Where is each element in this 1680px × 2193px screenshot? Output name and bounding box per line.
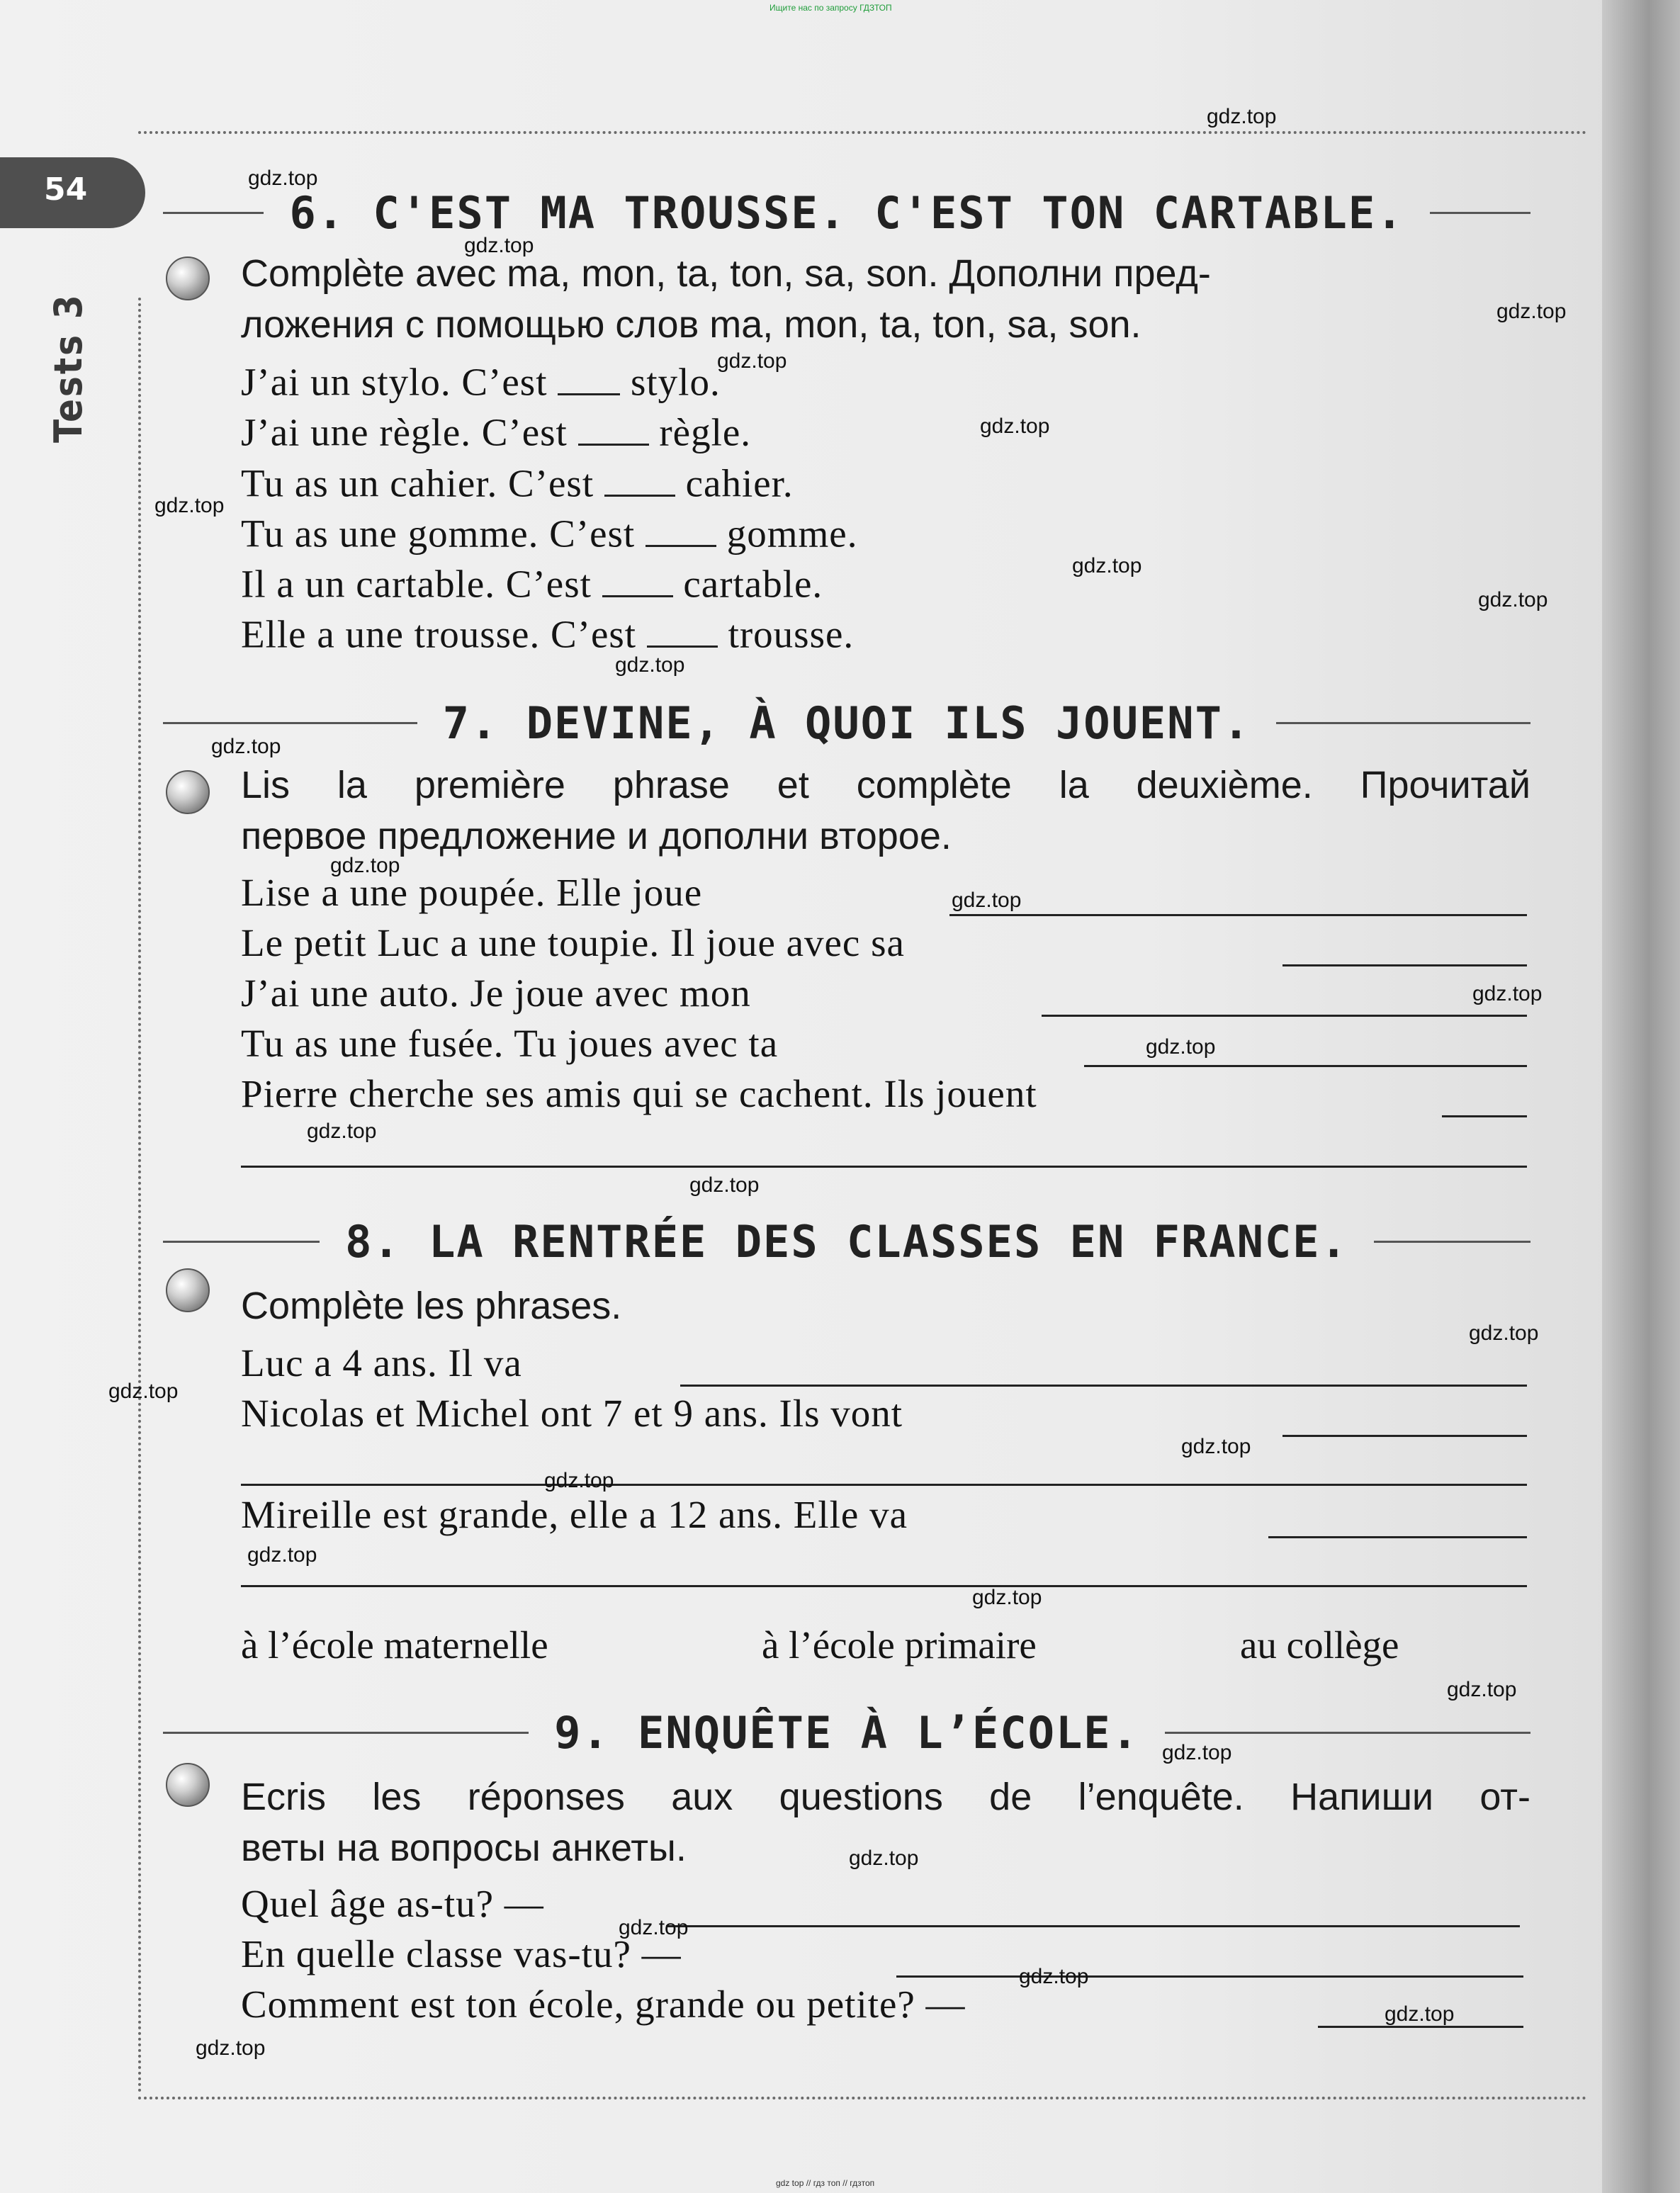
- s6-line: Il a un cartable. C’est cartable.: [241, 560, 1527, 607]
- s7-line: Pierre cherche ses amis qui se cachent. Ils jouent: [241, 1072, 1037, 1115]
- watermark: gdz.top: [1496, 300, 1567, 323]
- s9-line: Quel âge as-tu? —: [241, 1882, 544, 1925]
- watermark: gdz.top: [1385, 2002, 1455, 2026]
- watermark: gdz.top: [1072, 554, 1142, 577]
- watermark: gdz.top: [972, 1586, 1042, 1609]
- s6-line: J’ai une règle. C’est règle.: [241, 408, 1527, 455]
- s6-line: Elle a une trousse. C’est trousse.: [241, 610, 1527, 657]
- choice-primaire: à l’école primaire: [762, 1623, 1037, 1667]
- watermark: gdz.top: [196, 2036, 266, 2060]
- watermark: gdz.top: [1162, 1741, 1232, 1764]
- header-note: Ищите нас по запросу ГДЗТОП: [769, 3, 892, 13]
- watermark: gdz.top: [108, 1380, 179, 1403]
- answer-blank[interactable]: [578, 408, 649, 446]
- section-7-instruction: Lis la première phrase et complète la deuxième. Прочитай: [241, 764, 1530, 806]
- watermark: gdz.top: [980, 415, 1050, 438]
- watermark: gdz.top: [1472, 982, 1543, 1005]
- footer-note: gdz top // гдз топ // гдзтоп: [776, 2178, 875, 2188]
- watermark: gdz.top: [952, 889, 1022, 912]
- section-9-instruction-2: веты на вопросы анкеты.: [241, 1827, 687, 1869]
- section-6-title: 6. C'EST MA TROUSSE. C'EST TON CARTABLE.: [163, 184, 1530, 241]
- answer-blank[interactable]: [558, 358, 620, 395]
- s6-line: J’ai un stylo. C’est stylo.: [241, 358, 1527, 405]
- s8-line: Luc a 4 ans. Il va: [241, 1341, 522, 1385]
- answer-line[interactable]: [241, 1166, 1527, 1168]
- watermark: gdz.top: [211, 735, 281, 758]
- answer-line[interactable]: [1442, 1115, 1527, 1117]
- s7-line: Le petit Luc a une toupie. Il joue avec sa: [241, 921, 905, 964]
- section-6-instruction-2: ложения с помощью слов ma, mon, ta, ton, sa, son.: [241, 303, 1141, 346]
- watermark: gdz.top: [248, 167, 318, 190]
- watermark: gdz.top: [1478, 588, 1548, 611]
- answer-line[interactable]: [1282, 1435, 1527, 1437]
- answer-line[interactable]: [896, 1975, 1523, 1978]
- section-7-instruction-2: первое предложение и дополни второе.: [241, 815, 952, 857]
- section-6-instruction: Complète avec ma, mon, ta, ton, sa, son. Дополни пред-: [241, 252, 1211, 295]
- watermark: gdz.top: [1181, 1435, 1251, 1458]
- watermark: gdz.top: [717, 349, 787, 373]
- answer-choices: [241, 1623, 1516, 1672]
- watermark: gdz.top: [849, 1847, 919, 1870]
- dotted-frame-left: [138, 298, 141, 2094]
- bullet-icon: [166, 256, 210, 300]
- answer-line[interactable]: [241, 1484, 1527, 1486]
- section-8-instruction: Complète les phrases.: [241, 1285, 622, 1327]
- s9-line: En quelle classe vas-tu? —: [241, 1932, 682, 1975]
- bullet-icon: [166, 1268, 210, 1312]
- watermark: gdz.top: [689, 1173, 760, 1197]
- choice-maternelle: à l’école maternelle: [241, 1623, 548, 1667]
- s7-line: Tu as une fusée. Tu joues avec ta: [241, 1022, 779, 1065]
- watermark: gdz.top: [544, 1469, 614, 1492]
- watermark: gdz.top: [1469, 1321, 1539, 1345]
- section-8-title: 8. LA RENTRÉE DES CLASSES EN FRANCE.: [163, 1213, 1530, 1270]
- answer-line[interactable]: [1042, 1015, 1527, 1017]
- watermark: gdz.top: [1146, 1035, 1216, 1059]
- bullet-icon: [166, 1763, 210, 1807]
- s6-line: Tu as un cahier. C’est cahier.: [241, 459, 1527, 506]
- answer-line[interactable]: [1084, 1065, 1527, 1067]
- s7-line: Lise a une poupée. Elle joue: [241, 871, 703, 914]
- section-7-title: 7. DEVINE, À QUOI ILS JOUENT.: [163, 694, 1530, 751]
- answer-line[interactable]: [1282, 964, 1527, 966]
- watermark: gdz.top: [1019, 1965, 1089, 1988]
- s6-line: Tu as une gomme. C’est gomme.: [241, 509, 1527, 556]
- watermark: gdz.top: [619, 1916, 689, 1939]
- watermark: gdz.top: [247, 1543, 317, 1567]
- watermark: gdz.top: [154, 494, 225, 517]
- choice-college: au collège: [1240, 1623, 1399, 1667]
- answer-blank[interactable]: [604, 459, 675, 497]
- s9-line: Comment est ton école, grande ou petite? —: [241, 1983, 966, 2026]
- s8-line: Mireille est grande, elle a 12 ans. Elle va: [241, 1493, 908, 1536]
- answer-blank[interactable]: [647, 610, 718, 648]
- page-number: 54: [0, 157, 145, 228]
- answer-line[interactable]: [666, 1925, 1520, 1927]
- book-spine-shadow: [1602, 0, 1680, 2193]
- answer-line[interactable]: [680, 1385, 1527, 1387]
- answer-line[interactable]: [241, 1585, 1527, 1587]
- watermark: gdz.top: [464, 234, 534, 257]
- watermark: gdz.top: [307, 1120, 377, 1143]
- bullet-icon: [166, 770, 210, 814]
- tests-side-label: Tests 3: [46, 293, 91, 443]
- s7-line: J’ai une auto. Je joue avec mon: [241, 971, 751, 1015]
- watermark: gdz.top: [1207, 105, 1277, 128]
- section-9-instruction: Ecris les réponses aux questions de l’enquête. Напиши от-: [241, 1776, 1530, 1818]
- answer-line[interactable]: [1268, 1536, 1527, 1538]
- section-9-title: 9. ENQUÊTE À L’ÉCOLE.: [163, 1704, 1530, 1761]
- answer-blank[interactable]: [645, 509, 716, 547]
- watermark: gdz.top: [1447, 1678, 1517, 1701]
- watermark: gdz.top: [615, 653, 685, 677]
- answer-blank[interactable]: [602, 560, 673, 597]
- answer-line[interactable]: [949, 914, 1527, 916]
- watermark: gdz.top: [330, 854, 400, 877]
- s8-line: Nicolas et Michel ont 7 et 9 ans. Ils vont: [241, 1392, 903, 1435]
